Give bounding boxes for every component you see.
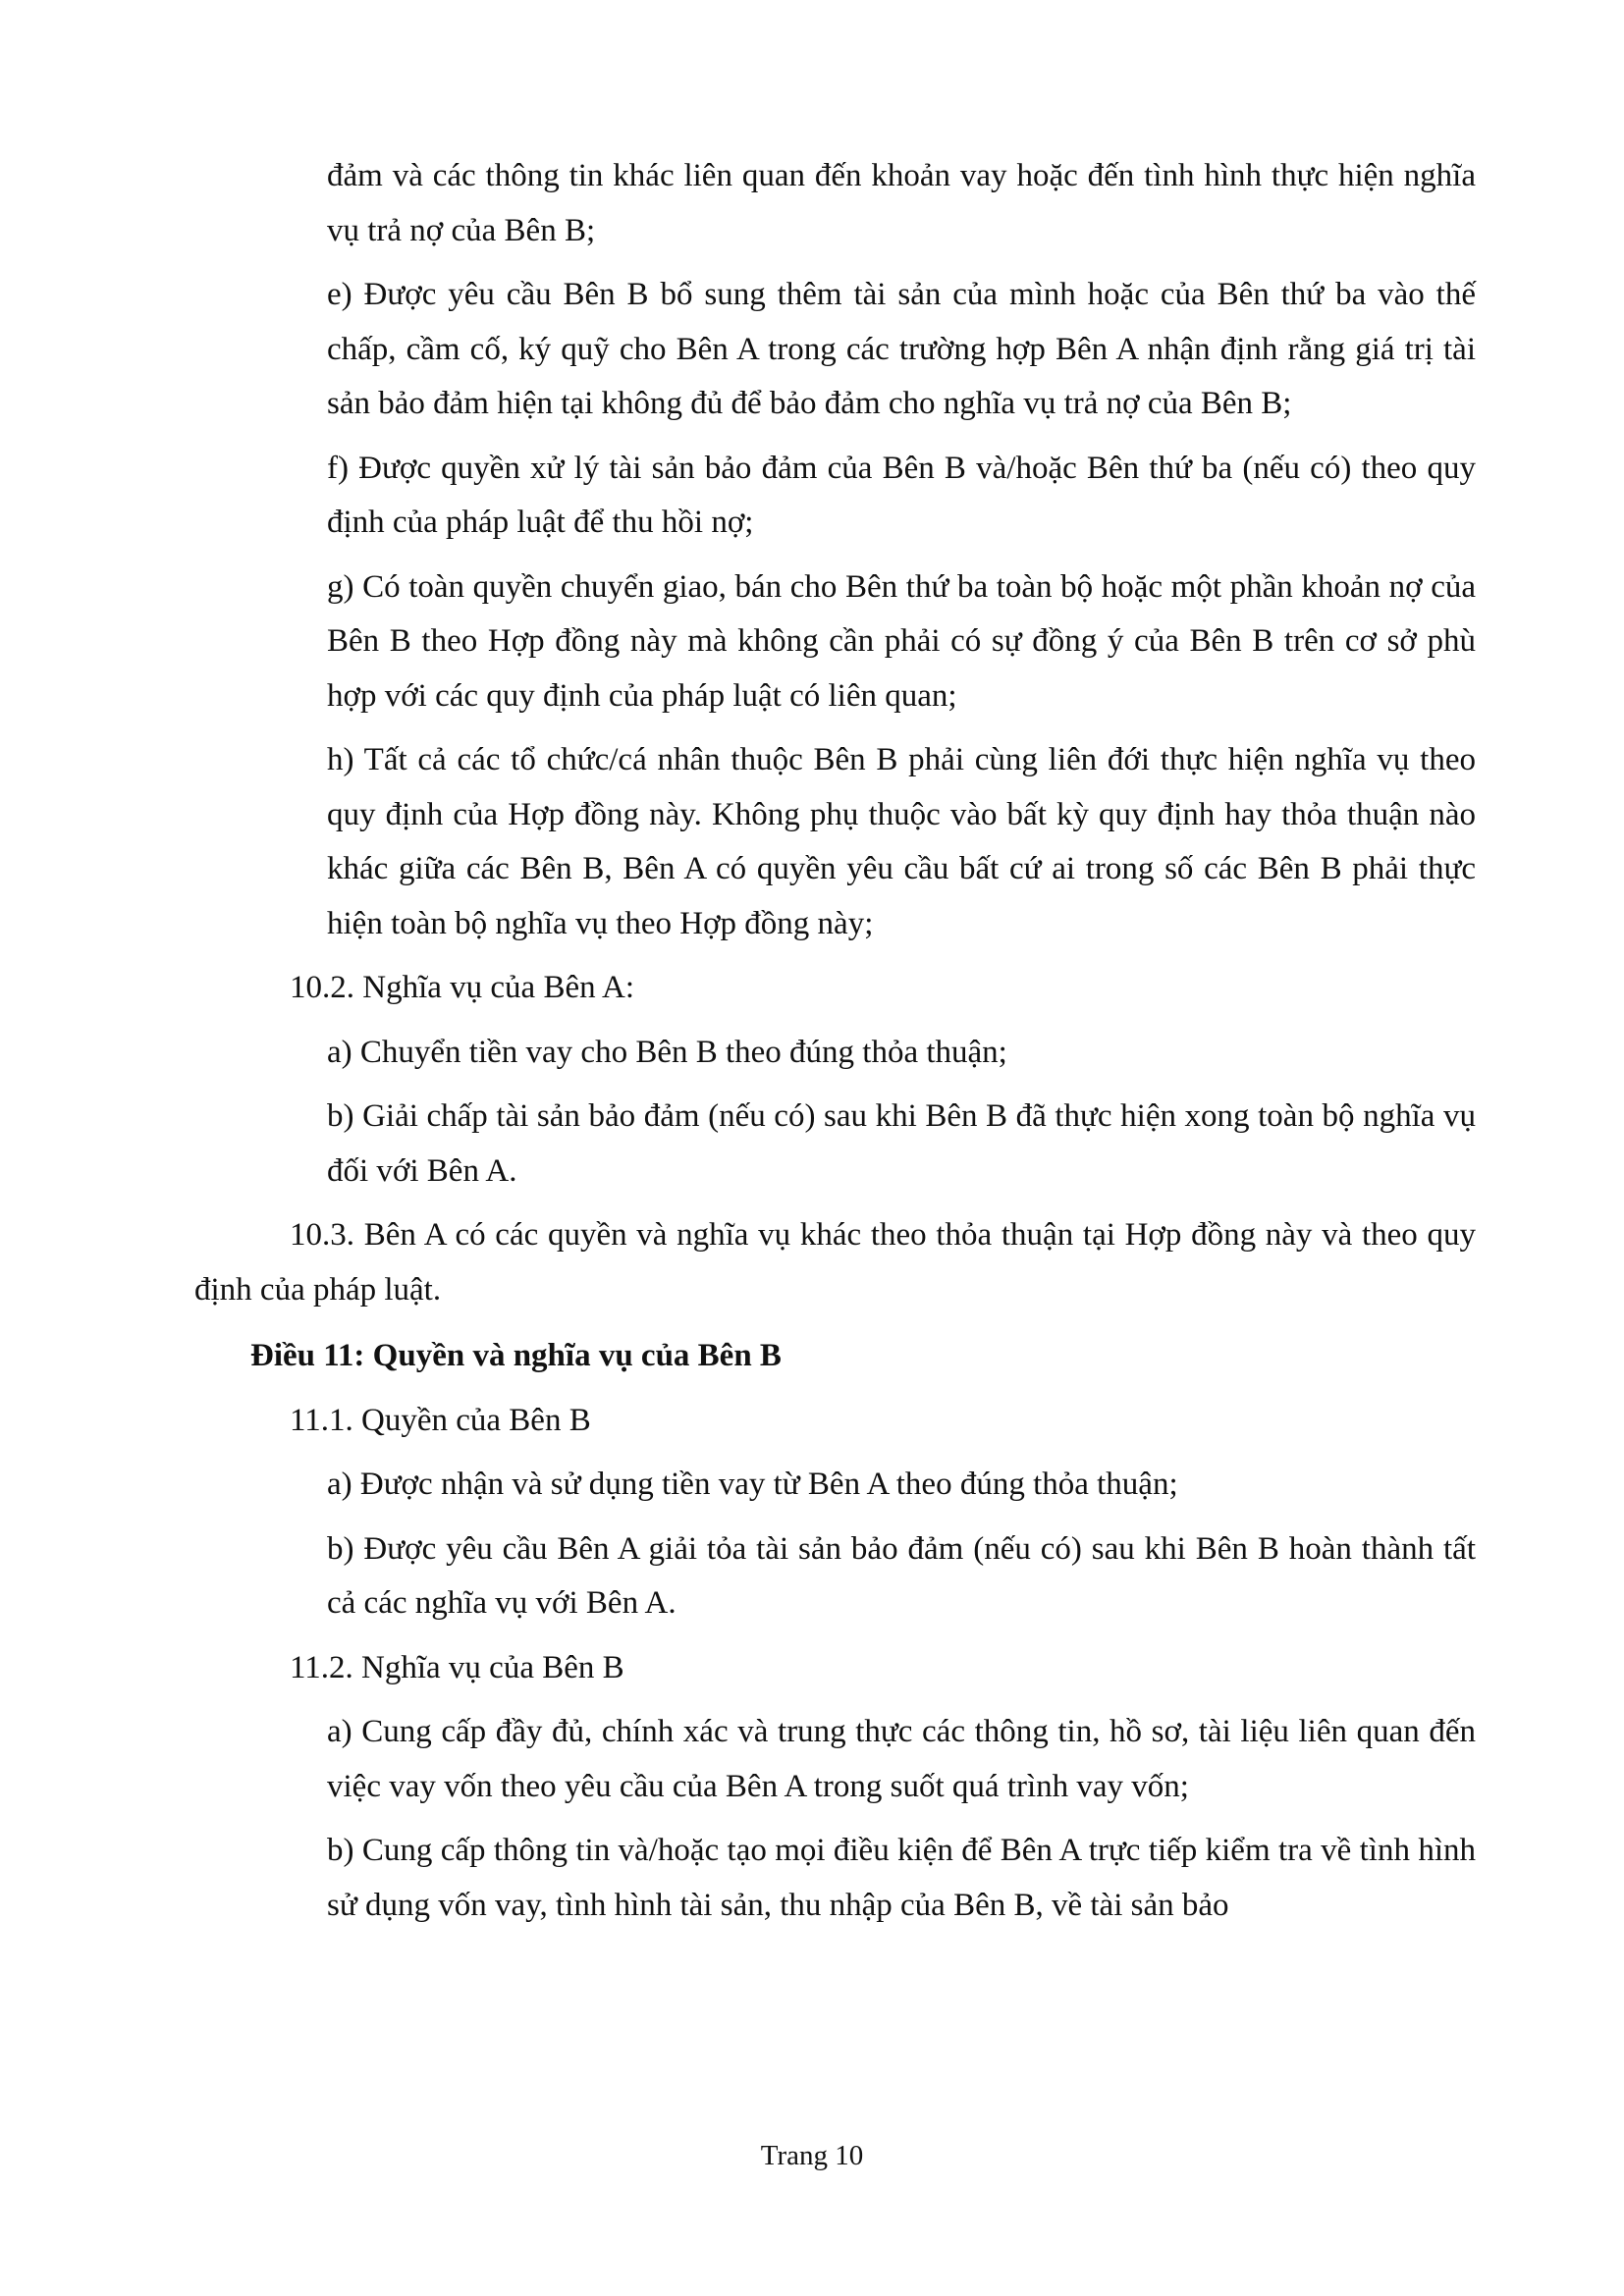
paragraph-b-right-b: b) Được yêu cầu Bên A giải tỏa tài sản bảo đảm (nếu có) sau khi Bên B hoàn thành tất cả các nghĩa vụ với Bên A. [327,1530,1476,1621]
paragraph-obligation-b: b) Giải chấp tài sản bảo đảm (nếu có) sau khi Bên B đã thực hiện xong toàn bộ nghĩa vụ đối với Bên A. [327,1098,1476,1189]
paragraph-right-h: h) Tất cả các tổ chức/cá nhân thuộc Bên B phải cùng liên đới thực hiện nghĩa vụ theo quy định của Hợp đồng này. Không phụ thuộc vào bất kỳ quy định hay thỏa thuận nào khác giữa các Bên B, Bên A có quyền yêu cầu bất cứ ai trong số các Bên B phải thực hiện toàn bộ nghĩa vụ theo Hợp đồng này; [327,742,1476,941]
paragraph-b-obligation-b: b) Cung cấp thông tin và/hoặc tạo mọi điều kiện để Bên A trực tiếp kiểm tra về tình hình sử dụng vốn vay, tình hình tài sản, thu nhập của Bên B, về tài sản bảo [327,1833,1476,1923]
paragraph-b-right-a: a) Được nhận và sử dụng tiền vay từ Bên A theo đúng thỏa thuận; [327,1467,1178,1502]
page-number: Trang 10 [760,2140,864,2171]
document-body [194,149,1476,1933]
paragraph-collateral-info-continued: đảm và các thông tin khác liên quan đến khoản vay hoặc đến tình hình thực hiện nghĩa vụ trả nợ của Bên B; [327,158,1476,248]
section-10-3: 10.3. Bên A có các quyền và nghĩa vụ khác theo thỏa thuận tại Hợp đồng này và theo quy định của pháp luật. [194,1217,1476,1308]
paragraph-right-g: g) Có toàn quyền chuyển giao, bán cho Bên thứ ba toàn bộ hoặc một phần khoản nợ của Bên B theo Hợp đồng này mà không cần phải có sự đồng ý của Bên B trên cơ sở phù hợp với các quy định của pháp luật có liên quan; [327,568,1476,714]
section-11-2-title: 11.2. Nghĩa vụ của Bên B [290,1649,624,1685]
paragraph-right-e: e) Được yêu cầu Bên B bổ sung thêm tài sản của mình hoặc của Bên thứ ba vào thế chấp, cầm cố, ký quỹ cho Bên A trong các trường hợp Bên A nhận định rằng giá trị tài sản bảo đảm hiện tại không đủ để bảo đảm cho nghĩa vụ trả nợ của Bên B; [327,277,1476,421]
paragraph-right-f: f) Được quyền xử lý tài sản bảo đảm của Bên B và/hoặc Bên thứ ba (nếu có) theo quy định của pháp luật để thu hồi nợ; [327,450,1476,540]
paragraph-b-obligation-a: a) Cung cấp đầy đủ, chính xác và trung thực các thông tin, hồ sơ, tài liệu liên quan đến việc vay vốn theo yêu cầu của Bên A trong suốt quá trình vay vốn; [327,1714,1476,1804]
section-11-1-title: 11.1. Quyền của Bên B [290,1402,591,1438]
section-10-2-title: 10.2. Nghĩa vụ của Bên A: [290,970,635,1005]
article-11-heading: Điều 11: Quyền và nghĩa vụ của Bên B [250,1338,782,1373]
paragraph-obligation-a: a) Chuyển tiền vay cho Bên B theo đúng thỏa thuận; [327,1034,1007,1070]
